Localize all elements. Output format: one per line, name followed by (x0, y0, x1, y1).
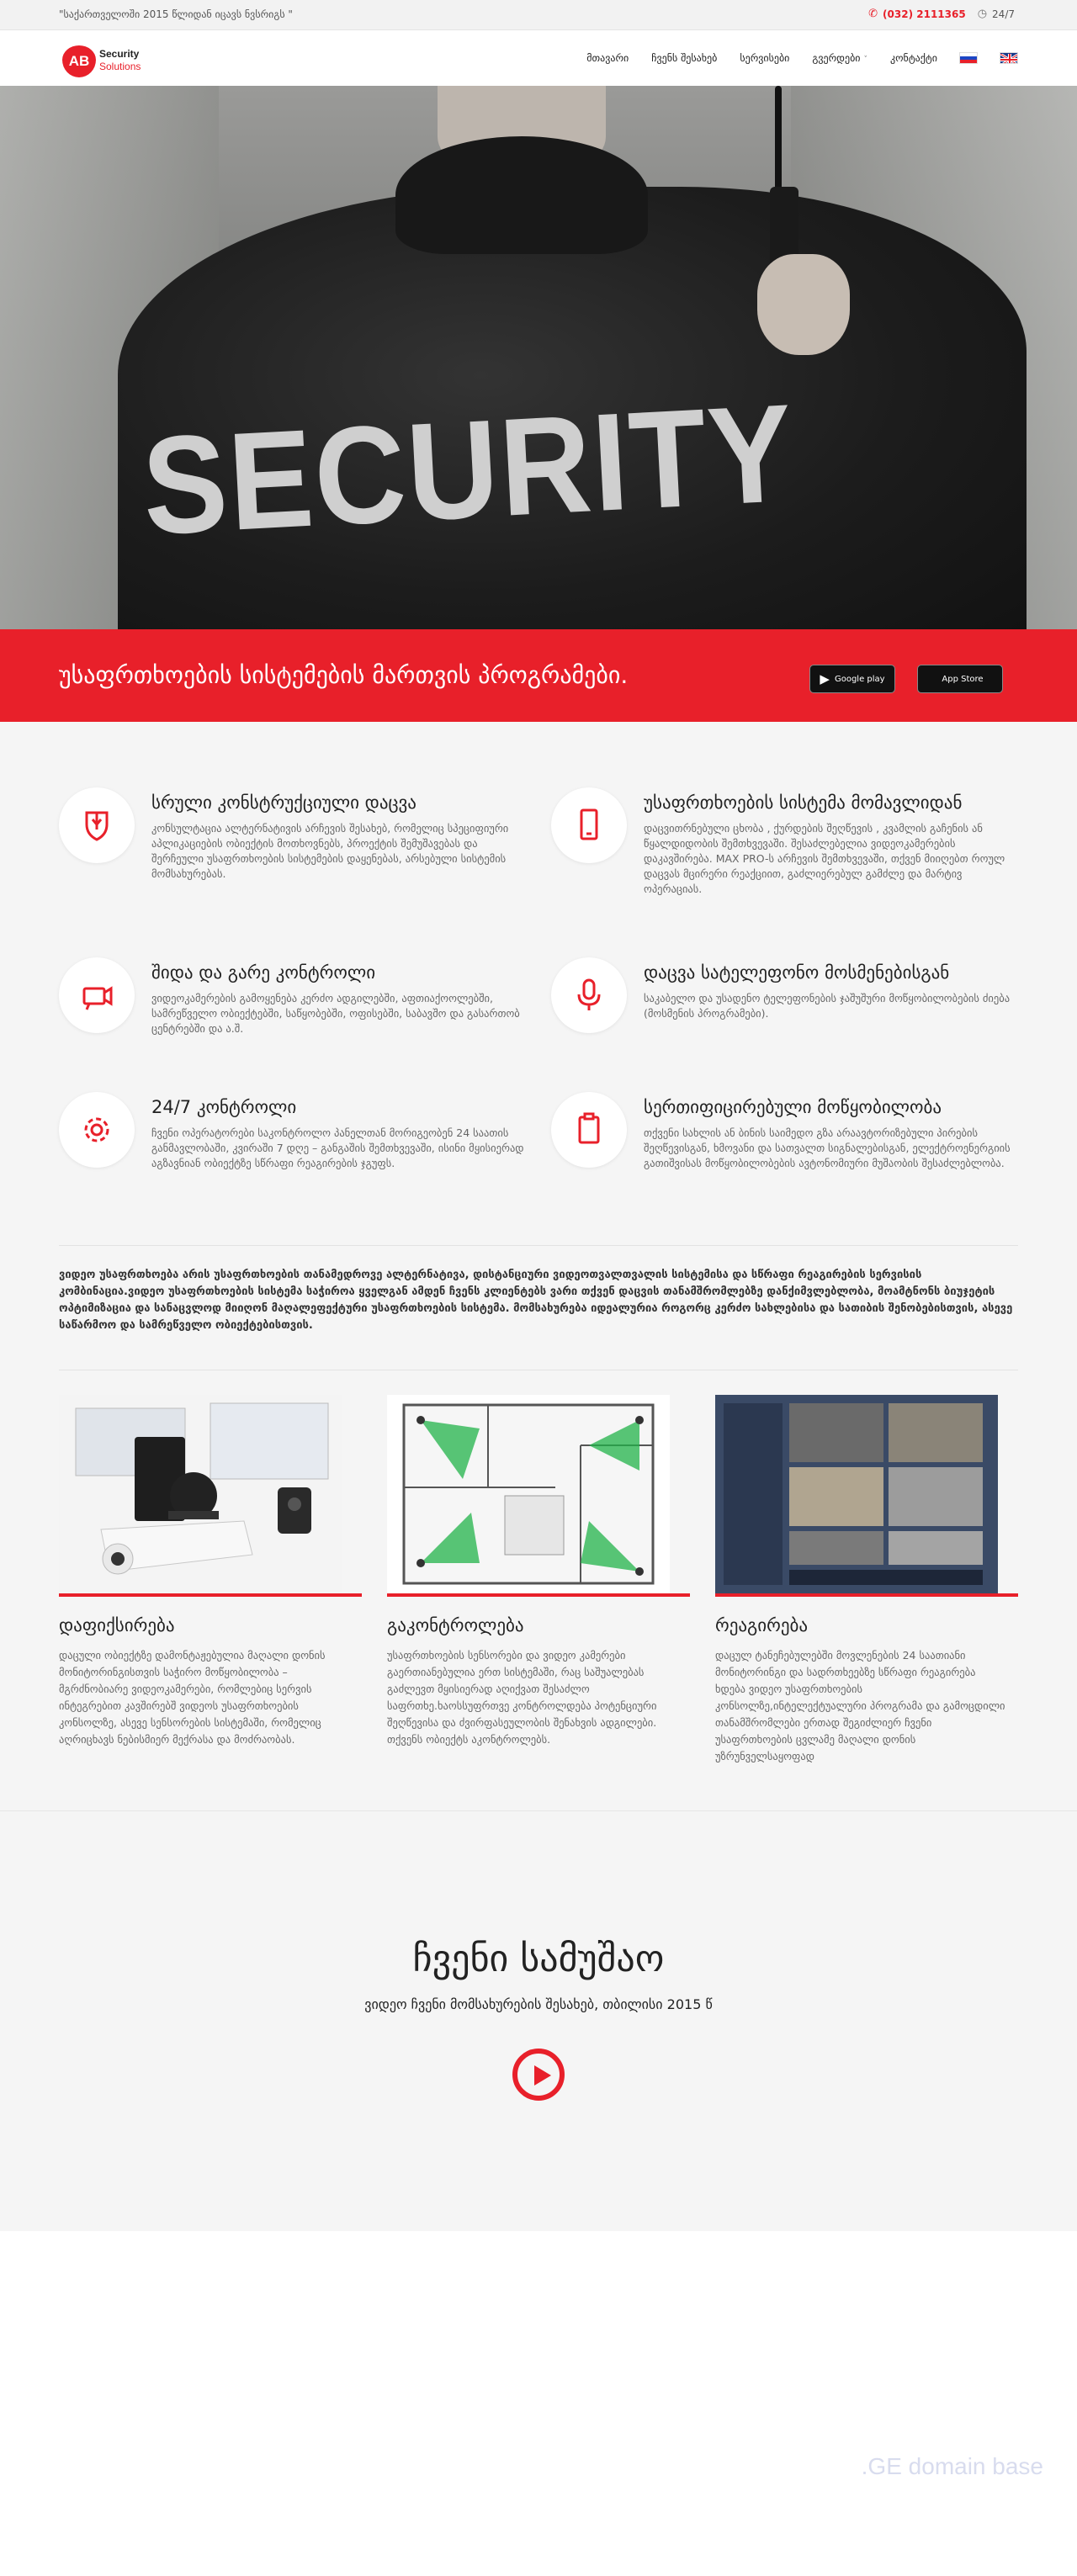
feature-text: დაცვითრნებული ცხობა , ქურდების შეღწევის , კვამლის გაჩენის ან წყალდიდობის შემთხვევაში. შესაძლებელია ვიდეოკამერების დაკავშირება. MAX PRO-ს არჩევის შემთხვევაში, თქვენ მიიღებთ როულ დაცვას მცირერი რეაქციით, გაძლიერებულ გამძლე და მარტივ ოპერაციას. (644, 822, 1005, 895)
flag-ru-icon[interactable] (959, 52, 978, 64)
feature-text: თქვენი სახლის ან ბინის საიმედო გზა არაავტორიზებული პირების შეღწევისგან, ხმოვანი და სათვალთ სიგნალებისგან, ელექტროენერგიის გათიშვისას მოწყობილობების ავტონომიური მუშაობის შესაძლებლობა. (644, 1126, 1011, 1169)
logo[interactable] (62, 45, 155, 76)
security-lettering: SECURITY (139, 374, 798, 564)
logo-word-2: Solutions (99, 61, 141, 72)
our-work-section (0, 1810, 1077, 2231)
nav-services[interactable]: სერვისები (740, 52, 790, 64)
feature-text: ვიდეოკამერების გამოყენება კერძო ადგილებში, აფთიაქოოლებში, სამრეწველო ობიექტებში, საწყობებში, ოფისებში, საბავშო და გასართობ ცენტრებში და ა.შ. (151, 992, 520, 1035)
phone-number[interactable]: (032) 2111365 (883, 8, 966, 20)
section-title: ჩვენი სამუშაო (412, 1937, 665, 1980)
app-store-label: App Store (942, 674, 984, 684)
intro-text: ვიდეო უსაფრთხოება არის უსაფრთხოების თანამედროვე ალტერნატივა, დისტანციური ვიდეოთვალთვალის სისტემისა და სწრაფი რეაგირების სერვისის კომბინაცია.ვიდეო უსაფრთხოების სისტემა საჭიროა ყველგან ამდენ ჩვენს კლიენტებს ვარი თქვენ დაცვის თანამშრომლებზე დანქიმვლებლობა, მოამტნონს ბიუჯეტის ოპტიმიზაცია და სანაცვლოდ მიიღონ მაღალეფექტური უსაფრთხოების სისტემა. მომსახურება იდეალურია როგორც კერძო სახლებისა და სათიბის შენობებისთვის, ასევე საწარმოო და სამრეწველო ობიექტებისთვის. (59, 1269, 1013, 1332)
feature-title: შიდა და გარე კონტროლი (151, 962, 376, 983)
nav-pages[interactable] (812, 52, 867, 64)
feature-item (59, 957, 520, 1058)
top-bar (0, 0, 1077, 30)
section-subtitle: ვიდეო ჩვენი მომსახურების შესახებ, თბილისი 2015 წ (364, 1996, 713, 2012)
card-title: დაფიქსირება (59, 1615, 175, 1635)
watermark: .GE domain base (861, 2453, 1043, 2479)
phone-icon: ✆ (868, 8, 878, 20)
google-play-label: Google play (834, 674, 885, 684)
monitoring-software (715, 1395, 998, 1593)
logo-badge: AB (62, 45, 96, 77)
services-section (0, 722, 1077, 1810)
card-text: დაცული ობიექტზე დამონტაჟებულია მაღალი დონის მონიტორინგისთვის საჭირო მოწყობილობა – მგრძნობიარე ვიდეოკამერები, რომლებიც სერვის ინტეგრებით კავშირებშ ვიდეოს უსაფრთხოების კონსოლზე, ასევე სენსორების სისტემაში, რომელიც აღრიცხავს ნებისმიერ მექრასა და მოძრაობას. (59, 1649, 326, 1746)
topbar-contact (868, 8, 1015, 20)
chevron-down-icon: ˅ (863, 56, 867, 64)
app-store-button[interactable] (917, 665, 1003, 693)
play-video-button[interactable] (512, 2049, 565, 2101)
guard-collar (395, 136, 648, 254)
clipboard-icon (551, 1092, 627, 1168)
divider (59, 1245, 1018, 1246)
camera-icon (59, 957, 135, 1033)
feature-title: სრული კონსტრუქციული დაცვა (151, 792, 416, 813)
microphone-icon (551, 957, 627, 1033)
phone-icon (551, 787, 627, 863)
working-hours: 24/7 (992, 8, 1015, 20)
card-accent-bar (59, 1593, 362, 1597)
guard-hand (757, 254, 850, 355)
hero-image (0, 86, 1077, 629)
header (0, 30, 1077, 86)
clock-icon: ◷ (977, 8, 988, 20)
cameras-photo (59, 1395, 342, 1593)
feature-item (551, 1092, 1011, 1193)
flag-gb-icon[interactable] (1000, 52, 1018, 64)
feature-text: ჩვენი ოპერატორები საკონტროლო პანელთან მორიგეობენ 24 საათის განმავლობაში, კვირაში 7 დღე – განგაშის შემთხვევაში, ისინი მყისიერად აგზავნიან ობიექტზე სწრაფი რეაგირების ჯგუფს. (151, 1126, 524, 1169)
logo-word-1: Security (99, 48, 140, 60)
card-accent-bar (387, 1593, 690, 1597)
feature-title: 24/7 კონტროლი (151, 1097, 297, 1117)
feature-title: სერთიფიცირებული მოწყობილობა (644, 1097, 942, 1117)
feature-item (551, 957, 1011, 1058)
radio-antenna (775, 86, 782, 195)
service-card (59, 1395, 362, 1773)
feature-text: კონსულტაცია ალტერნატივის არჩევის შესახებ, რომელიც სპეციფიური აპლიკაციების ობიექტის მოთხოვნებს, პროექტის შემუშავებას და შერჩეული უსაფრთხოების სისტემების დაყენებას, არსებული სისტემის მომსახურებას. (151, 822, 509, 880)
gear-icon (59, 1092, 135, 1168)
card-title: გაკონტროლება (387, 1615, 524, 1635)
shield-icon (59, 787, 135, 863)
apps-banner (0, 629, 1077, 722)
service-card (715, 1395, 1018, 1773)
google-play-button[interactable] (809, 665, 895, 693)
nav-contact[interactable]: კონტაქტი (890, 52, 937, 64)
slogan: "საქართველოში 2015 წლიდან იცავს ნვსრიგს " (59, 8, 293, 20)
card-accent-bar (715, 1593, 1018, 1597)
feature-item (551, 787, 1005, 895)
feature-title: დაცვა სატელეფონო მოსმენებისგან (644, 962, 950, 983)
card-text: უსაფრთხოების სენსორები და ვიდეო კამერები გაერთიანებულია ერთ სისტემაში, რაც საშუალებას გაძლევთ მყისიერად აღიქვათ შესაძლო საფრთხე.ხაოსსუფრთვე კონტროლდება პოტენციური შეღწევისა და ძვირფასეულობის შენახვის ადგილები. თქვენს ობიექტს აკონტროლებს. (387, 1649, 657, 1746)
nav-home[interactable]: მთავარი (586, 52, 629, 64)
main-nav (564, 52, 1018, 64)
feature-title: უსაფრთხოების სისტემა მომავლიდან (644, 792, 963, 813)
card-text: დაცულ ტანეჩებულებში მოვლენების 24 საათიანი მონიტორინგი და სადრთხეებზე სწრაფი რეაგირება ხდება ვიდეო უსაფრთხოების კონსოლზე,ინტელექტუალური პროგრამა და გამოცდილი თანამშრომლები ერთად შეგიძლიერ ჩვენი უსაფრთხოების ცვლამე მაღალი დონის უზრუნველსაყოფად (715, 1649, 1005, 1762)
feature-text: საკაბელო და უსადენო ტელეფონების ჯაშუშური მოწყობილობების ძიება (მოსმენის პროგრამები). (644, 992, 1011, 1020)
service-card (387, 1395, 690, 1773)
banner-title: უსაფრთხოების სისტემების მართვის პროგრამები. (59, 661, 629, 689)
google-play-icon: ▶ (820, 671, 830, 686)
floor-plan (387, 1395, 670, 1593)
feature-item (59, 1092, 524, 1193)
card-title: რეაგირება (715, 1615, 809, 1635)
nav-pages-label: გვერდები (812, 52, 861, 64)
feature-item (59, 787, 513, 888)
nav-about[interactable]: ჩვენს შესახებ (651, 52, 718, 64)
